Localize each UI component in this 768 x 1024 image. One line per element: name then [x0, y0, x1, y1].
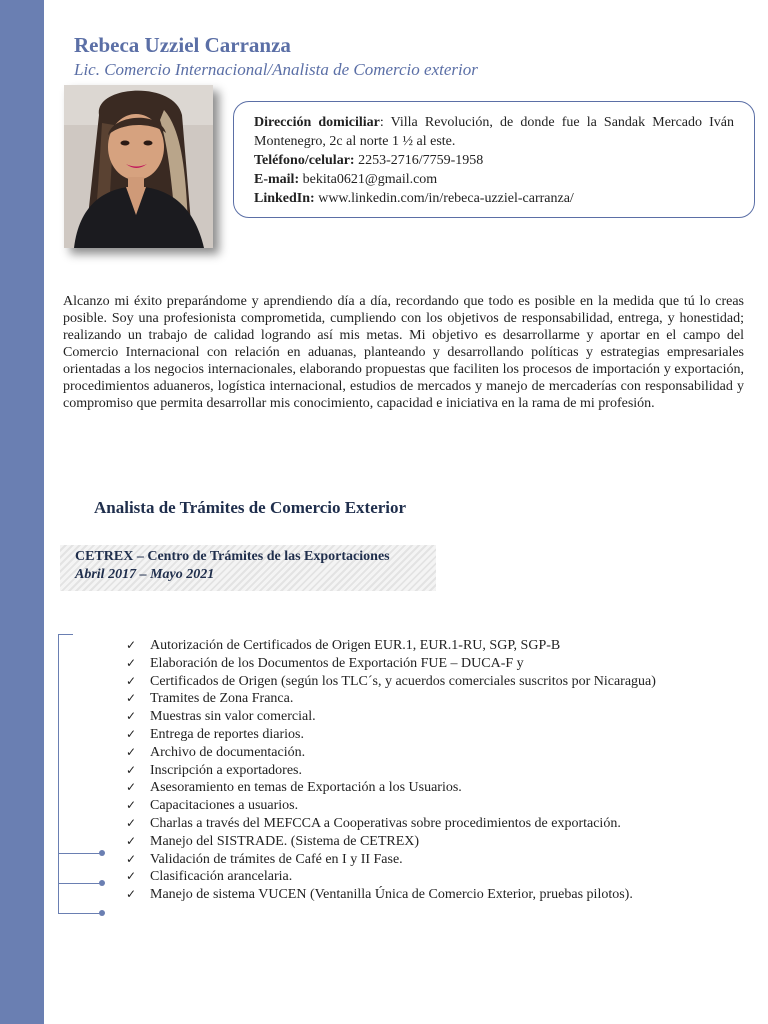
- duty-text: Capacitaciones a usuarios.: [150, 798, 299, 814]
- company-name: CETREX – Centro de Trámites de las Exportaciones: [75, 549, 390, 564]
- address-line: [254, 113, 734, 151]
- duty-text: Autorización de Certificados de Origen EUR.1, EUR.1-RU, SGP, SGP-B: [150, 638, 561, 653]
- timeline-connector: [58, 634, 59, 914]
- email-line: [254, 170, 734, 189]
- job-dates: Abril 2017 – Mayo 2021: [75, 567, 215, 582]
- duty-text: Validación de trámites de Café en I y II Fase.: [150, 851, 403, 867]
- checkmark-icon: ✓: [126, 673, 137, 688]
- duty-text: Manejo de sistema VUCEN (Ventanilla Única de Comercio Exterior, pruebas pilotos).: [150, 887, 633, 903]
- linkedin-line: [254, 189, 734, 208]
- address-label: Dirección domiciliar: [254, 115, 380, 130]
- list-item: [126, 833, 656, 851]
- checkmark-icon: ✓: [126, 726, 137, 741]
- checkmark-icon: ✓: [126, 709, 137, 724]
- list-item: [126, 708, 656, 726]
- checkmark-icon: ✓: [126, 638, 137, 652]
- checkmark-icon: ✓: [126, 815, 137, 830]
- list-item: [126, 868, 656, 886]
- list-item: [126, 637, 656, 655]
- duty-text: Tramites de Zona Franca.: [150, 691, 294, 707]
- checkmark-icon: ✓: [126, 655, 137, 670]
- candidate-subtitle: Lic. Comercio Internacional/Analista de Comercio exterior: [74, 60, 478, 79]
- list-item: [126, 851, 656, 869]
- list-item: [126, 655, 656, 673]
- checkmark-icon: ✓: [126, 887, 137, 902]
- checkmark-icon: ✓: [126, 851, 137, 866]
- list-item: [126, 726, 656, 744]
- duty-text: Muestras sin valor comercial.: [150, 709, 316, 725]
- objective-paragraph: Alcanzo mi éxito preparándome y aprendiendo día a día, recordando que todo es posible en la medida que tú lo creas posible. Soy una profesionista comprometida, cumpliendo con los objetivos de responsabilidad, entrega, y honestidad; realizando un trabajo de calidad logrando así mis metas. Mi objetivo es desarrollarme y aportar en el campo del Comercio Internacional con relación en aduanas, planteando y desarrollando políticas y estrategias empresariales orientadas a los negocios internacionales, elaborando propuestas que faciliten los procesos de importación y exportación, procedimientos aduaneros, logística internacional, estudios de mercados y manejo de mercaderías con responsabilidad y compromiso que permita desarrollar mis conocimiento, capacidad e iniciativa en la rama de mi profesión.: [63, 294, 744, 411]
- list-item: [126, 886, 656, 904]
- timeline-connector: [58, 634, 73, 635]
- duty-text: Elaboración de los Documentos de Exportación FUE – DUCA-F y: [150, 655, 524, 671]
- phone-line: [254, 151, 734, 170]
- list-item: [126, 779, 656, 797]
- duty-text: Manejo del SISTRADE. (Sistema de CETREX): [150, 833, 420, 849]
- email-label: E-mail:: [254, 172, 300, 187]
- timeline-bullet: [99, 850, 105, 856]
- timeline-connector: [58, 913, 101, 914]
- duty-text: Entrega de reportes diarios.: [150, 726, 304, 742]
- duty-text: Inscripción a exportadores.: [150, 762, 302, 778]
- list-item: [126, 673, 656, 691]
- timeline-connector: [58, 853, 101, 854]
- duty-text: Charlas a través del MEFCCA a Cooperativas sobre procedimientos de exportación.: [150, 815, 621, 831]
- linkedin-label: LinkedIn:: [254, 191, 315, 206]
- address-value: : Villa Revolución, de donde fue la Sandak Mercado Iván Montenegro, 2c al norte 1 ½ al este.: [254, 115, 734, 149]
- checkmark-icon: ✓: [126, 869, 137, 884]
- duty-text: Archivo de documentación.: [150, 744, 306, 760]
- duty-text: Asesoramiento en temas de Exportación a los Usuarios.: [150, 780, 462, 796]
- side-accent-bar: [0, 0, 44, 1024]
- duties-list: [126, 637, 656, 904]
- checkmark-icon: ✓: [126, 798, 137, 813]
- list-item: [126, 762, 656, 780]
- profile-photo: [64, 85, 213, 248]
- list-item: [126, 815, 656, 833]
- duty-text: Certificados de Origen (según los TLC´s, y acuerdos comerciales suscritos por Nicaragua): [150, 673, 656, 689]
- timeline-bullet: [99, 880, 105, 886]
- duty-text: Clasificación arancelaria.: [150, 869, 293, 885]
- timeline-bullet: [99, 910, 105, 916]
- job-title: Analista de Trámites de Comercio Exterior: [94, 498, 407, 517]
- checkmark-icon: ✓: [126, 691, 137, 706]
- email-value: bekita0621@gmail.com: [299, 172, 438, 187]
- phone-label: Teléfono/celular:: [254, 153, 355, 168]
- list-item: [126, 690, 656, 708]
- linkedin-value: www.linkedin.com/in/rebeca-uzziel-carranza/: [314, 191, 574, 206]
- timeline-connector: [58, 883, 101, 884]
- checkmark-icon: ✓: [126, 762, 137, 777]
- list-item: [126, 797, 656, 815]
- contact-box: [233, 101, 755, 218]
- checkmark-icon: ✓: [126, 780, 137, 795]
- phone-value: 2253-2716/7759-1958: [354, 153, 484, 168]
- candidate-name: Rebeca Uzziel Carranza: [74, 33, 291, 57]
- checkmark-icon: ✓: [126, 744, 137, 759]
- checkmark-icon: ✓: [126, 833, 137, 848]
- list-item: [126, 744, 656, 762]
